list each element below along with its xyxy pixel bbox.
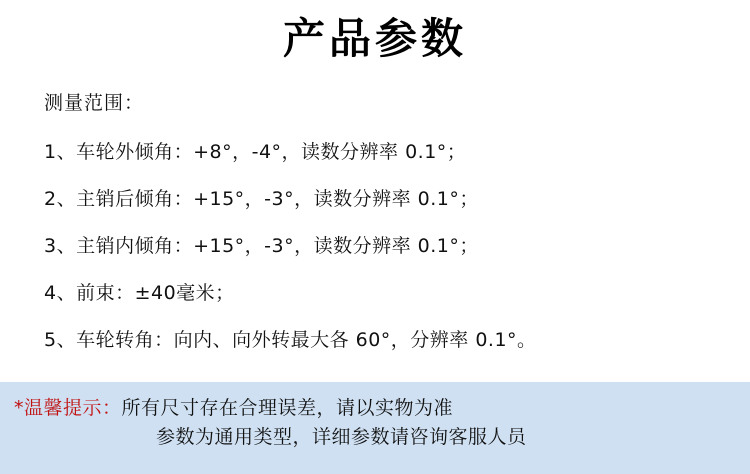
page-title: 产品参数 [282, 14, 467, 63]
notice-banner [0, 382, 750, 474]
notice-line-first [14, 394, 740, 423]
measurement-range-label: 测量范围： [44, 92, 145, 115]
notice-label: *温馨提示： [14, 397, 122, 419]
notice-line-second [14, 423, 740, 452]
list-item: 1、车轮外倾角：+8°，-4°，读数分辨率 0.1°； [44, 141, 467, 164]
notice-text-line-2: 参数为通用类型，详细参数请咨询客服人员 [156, 426, 527, 449]
list-item: 5、车轮转角：向内、向外转最大各 60°，分辨率 0.1°。 [44, 329, 537, 352]
notice-text-line-1: 所有尺寸存在合理误差，请以实物为准 [121, 397, 454, 419]
list-item: 4、前束：±40毫米； [44, 282, 235, 305]
spec-section [0, 70, 750, 352]
list-item: 3、主销内倾角：+15°，-3°，读数分辨率 0.1°； [44, 235, 479, 258]
spec-list [44, 137, 750, 352]
list-item: 2、主销后倾角：+15°，-3°，读数分辨率 0.1°； [44, 188, 479, 211]
